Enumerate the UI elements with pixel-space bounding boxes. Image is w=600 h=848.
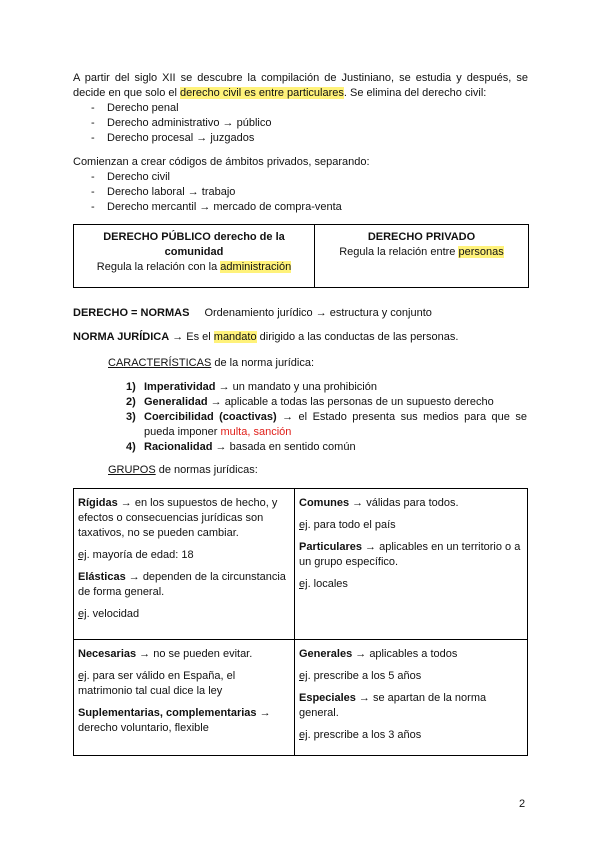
example-text: . mayoría de edad: 18 [86,549,194,561]
intro-text-after: . Se elimina del derecho civil: [343,87,487,99]
necesarias-text: → no se pueden evitar. [136,648,253,660]
codes-paragraph [73,155,528,215]
norma-text-after: dirigido a las conductas de las personas. [256,331,459,343]
example-text: . velocidad [86,608,140,620]
example-label: ej [299,519,308,531]
derecho-normas-line [73,306,528,321]
page-number: 2 [519,798,526,810]
rigidas-text: → en los supuestos de hecho, y efectos o consecuencias jurídicas son taxativos, no se pueden cambiar. [78,497,278,539]
derecho-normas-label: DERECHO = NORMAS [73,307,190,319]
public-law-cell [74,225,315,288]
especiales-term: Especiales [299,692,356,704]
item-term: Racionalidad [144,441,213,453]
example-label: ej [78,549,87,561]
caracteristicas-list [108,380,527,455]
item-number: 3) [126,411,136,423]
item-red-text: multa, sanción [220,426,292,438]
derecho-normas-text: Ordenamiento jurídico → estructura y conjunto [204,307,432,319]
list-item [108,395,527,410]
suplementarias-text: → derecho voluntario, flexible [78,707,271,734]
general-special-cell [295,640,528,756]
eliminated-list [73,101,528,146]
item-term: Coercibilidad (coactivas) [144,411,277,423]
intro-text: A partir del siglo XII se descubre la compilación de Justiniano, se estudia y después, se decide en que solo el [73,72,528,99]
list-item: - Derecho civil [73,170,528,185]
comunes-term: Comunes [299,497,350,509]
norma-highlight: mandato [213,331,257,343]
list-item: - Derecho penal [73,101,528,116]
item-term: Generalidad [144,396,208,408]
necessary-supplementary-cell [74,640,295,756]
rigidas-term: Rígidas [78,497,118,509]
item-number: 1) [126,381,136,393]
public-law-text: Regula la relación con la [96,261,221,273]
caracteristicas-heading-rest: de la norma jurídica: [211,357,315,369]
item-term: Imperatividad [144,381,216,393]
list-item: - Derecho procesal → juzgados [73,131,528,146]
example-label: ej [299,670,308,682]
example-label: ej [78,670,87,682]
private-law-cell [315,225,529,288]
public-law-highlight: administración [220,261,292,273]
particulares-term: Particulares [299,541,362,553]
list-item [108,380,527,395]
common-particular-cell [295,489,528,640]
example-text: . para ser válido en España, el matrimonio tal cual dice la ley [78,670,236,697]
codes-list [73,170,528,215]
caracteristicas-heading [108,356,528,371]
item-number: 4) [126,441,136,453]
norma-text: → Es el [169,331,214,343]
example-text: . prescribe a los 5 años [307,670,422,682]
example-text: . prescribe a los 3 años [307,729,422,741]
example-text: . locales [307,578,348,590]
item-text: → un mandato y una prohibición [215,381,377,393]
item-number: 2) [126,396,136,408]
particulares-text: → aplicables en un territorio o a un grupo específico. [299,541,521,568]
item-text: → basada en sentido común [212,441,356,453]
especiales-text: → se apartan de la norma general. [299,692,487,719]
example-label: ej [299,729,308,741]
elasticas-term: Elásticas [78,571,126,583]
groups-table [73,488,528,756]
suplementarias-term: Suplementarias, complementarias [78,707,257,719]
item-text: → aplicable a todas las personas de un supuesto derecho [207,396,494,408]
list-item: - Derecho administrativo → público [73,116,528,131]
elasticas-text: → dependen de la circunstancia de forma general. [78,571,286,598]
list-item: - Derecho mercantil → mercado de compra-venta [73,200,528,215]
codes-text: Comienzan a crear códigos de ámbitos privados, separando: [73,156,370,168]
necesarias-term: Necesarias [78,648,137,660]
example-label: ej [299,578,308,590]
rigid-elastic-cell [74,489,295,640]
caracteristicas-heading-underlined: CARACTERÍSTICAS [108,357,212,369]
generales-text: → aplicables a todos [352,648,458,660]
generales-term: Generales [299,648,353,660]
public-private-table [73,224,529,288]
intro-highlight: derecho civil es entre particulares [180,87,344,99]
grupos-heading-underlined: GRUPOS [108,464,156,476]
list-item: - Derecho laboral → trabajo [73,185,528,200]
list-item [108,440,527,455]
example-label: ej [78,608,87,620]
private-law-highlight: personas [458,246,504,258]
example-text: . para todo el país [307,519,396,531]
item-text: → el Estado presenta sus medios para que se pueda imponer [144,411,527,438]
caracteristicas-list-wrap [108,380,527,455]
private-law-title: DERECHO PRIVADO [367,231,476,243]
private-law-text: Regula la relación entre [339,246,459,258]
grupos-heading [108,463,528,478]
list-item [108,410,527,440]
comunes-text: → válidas para todos. [349,497,459,509]
grupos-heading-rest: de normas jurídicas: [155,464,258,476]
public-law-title: DERECHO PÚBLICO derecho de la comunidad [103,231,285,258]
norma-label: NORMA JURÍDICA [73,331,170,343]
norma-juridica-line [73,330,528,345]
intro-paragraph [73,71,528,146]
